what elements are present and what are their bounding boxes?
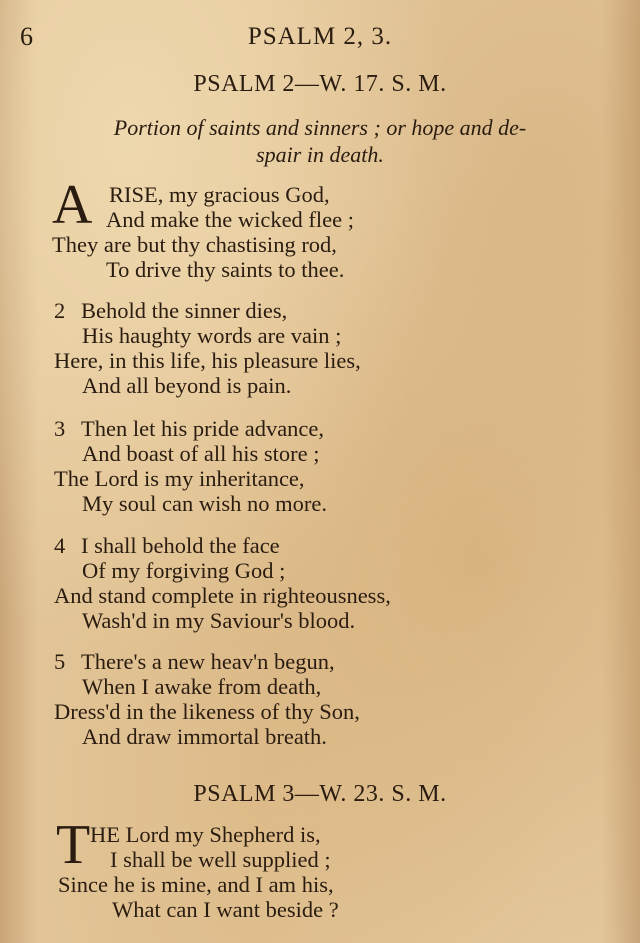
verse-line: RISE, my gracious God, — [109, 182, 330, 207]
drop-cap: T — [56, 814, 91, 876]
verse-line — [54, 298, 614, 323]
verse-line — [54, 533, 614, 558]
verse-line: Of my forgiving God ; — [82, 558, 286, 583]
verse-line: And boast of all his store ; — [82, 441, 320, 466]
verse-line: Wash'd in my Saviour's blood. — [82, 608, 356, 633]
verse-line: What can I want beside ? — [112, 897, 339, 922]
psalm-2-stanza-2 — [54, 298, 614, 398]
verse-line: His haughty words are vain ; — [82, 323, 342, 348]
psalm-2-stanza-3 — [54, 416, 614, 516]
verse-text: Then let his pride advance, — [81, 416, 325, 441]
verse-line: To drive thy saints to thee. — [106, 257, 345, 282]
verse-line: HE Lord my Shepherd is, — [90, 822, 321, 847]
verse-line: I shall be well supplied ; — [110, 847, 331, 872]
verse-text: There's a new heav'n begun, — [81, 649, 335, 674]
stanza-number: 4 — [54, 533, 66, 558]
psalm-2-stanza-4 — [54, 533, 614, 633]
verse-line — [54, 416, 614, 441]
verse-line: And all beyond is pain. — [82, 373, 292, 398]
psalm-2-subtitle — [20, 114, 620, 168]
psalm-2-stanza-1 — [52, 174, 614, 282]
psalm-2-stanza-5 — [54, 649, 614, 749]
psalm-3-stanza-1 — [54, 814, 614, 922]
verse-line: The Lord is my inheritance, — [54, 466, 305, 491]
verse-line: When I awake from death, — [82, 674, 322, 699]
verse-line: And stand complete in righteousness, — [54, 583, 391, 608]
stanza-number: 2 — [54, 298, 66, 323]
psalm-2-heading: PSALM 2—W. 17. S. M. — [193, 71, 447, 97]
verse-text: I shall behold the face — [81, 533, 280, 558]
subtitle-line: spair in death. — [256, 142, 384, 167]
stanza-number: 3 — [54, 416, 66, 441]
psalm-3-heading: PSALM 3—W. 23. S. M. — [193, 781, 447, 807]
verse-line — [54, 649, 614, 674]
running-head: PSALM 2, 3. — [247, 23, 393, 50]
verse-line: And make the wicked flee ; — [106, 207, 355, 232]
stanza-number: 5 — [54, 649, 66, 674]
verse-line: Dress'd in the likeness of thy Son, — [54, 699, 360, 724]
verse-text: Behold the sinner dies, — [81, 298, 288, 323]
drop-cap: A — [52, 174, 93, 236]
verse-line: They are but thy chastising rod, — [52, 232, 337, 257]
verse-line: And draw immortal breath. — [82, 724, 327, 749]
page-number: 6 — [20, 22, 33, 51]
verse-line: My soul can wish no more. — [82, 491, 327, 516]
verse-line: Since he is mine, and I am his, — [58, 872, 334, 897]
verse-line: Here, in this life, his pleasure lies, — [54, 348, 361, 373]
subtitle-line: Portion of saints and sinners ; or hope and de- — [113, 115, 527, 140]
